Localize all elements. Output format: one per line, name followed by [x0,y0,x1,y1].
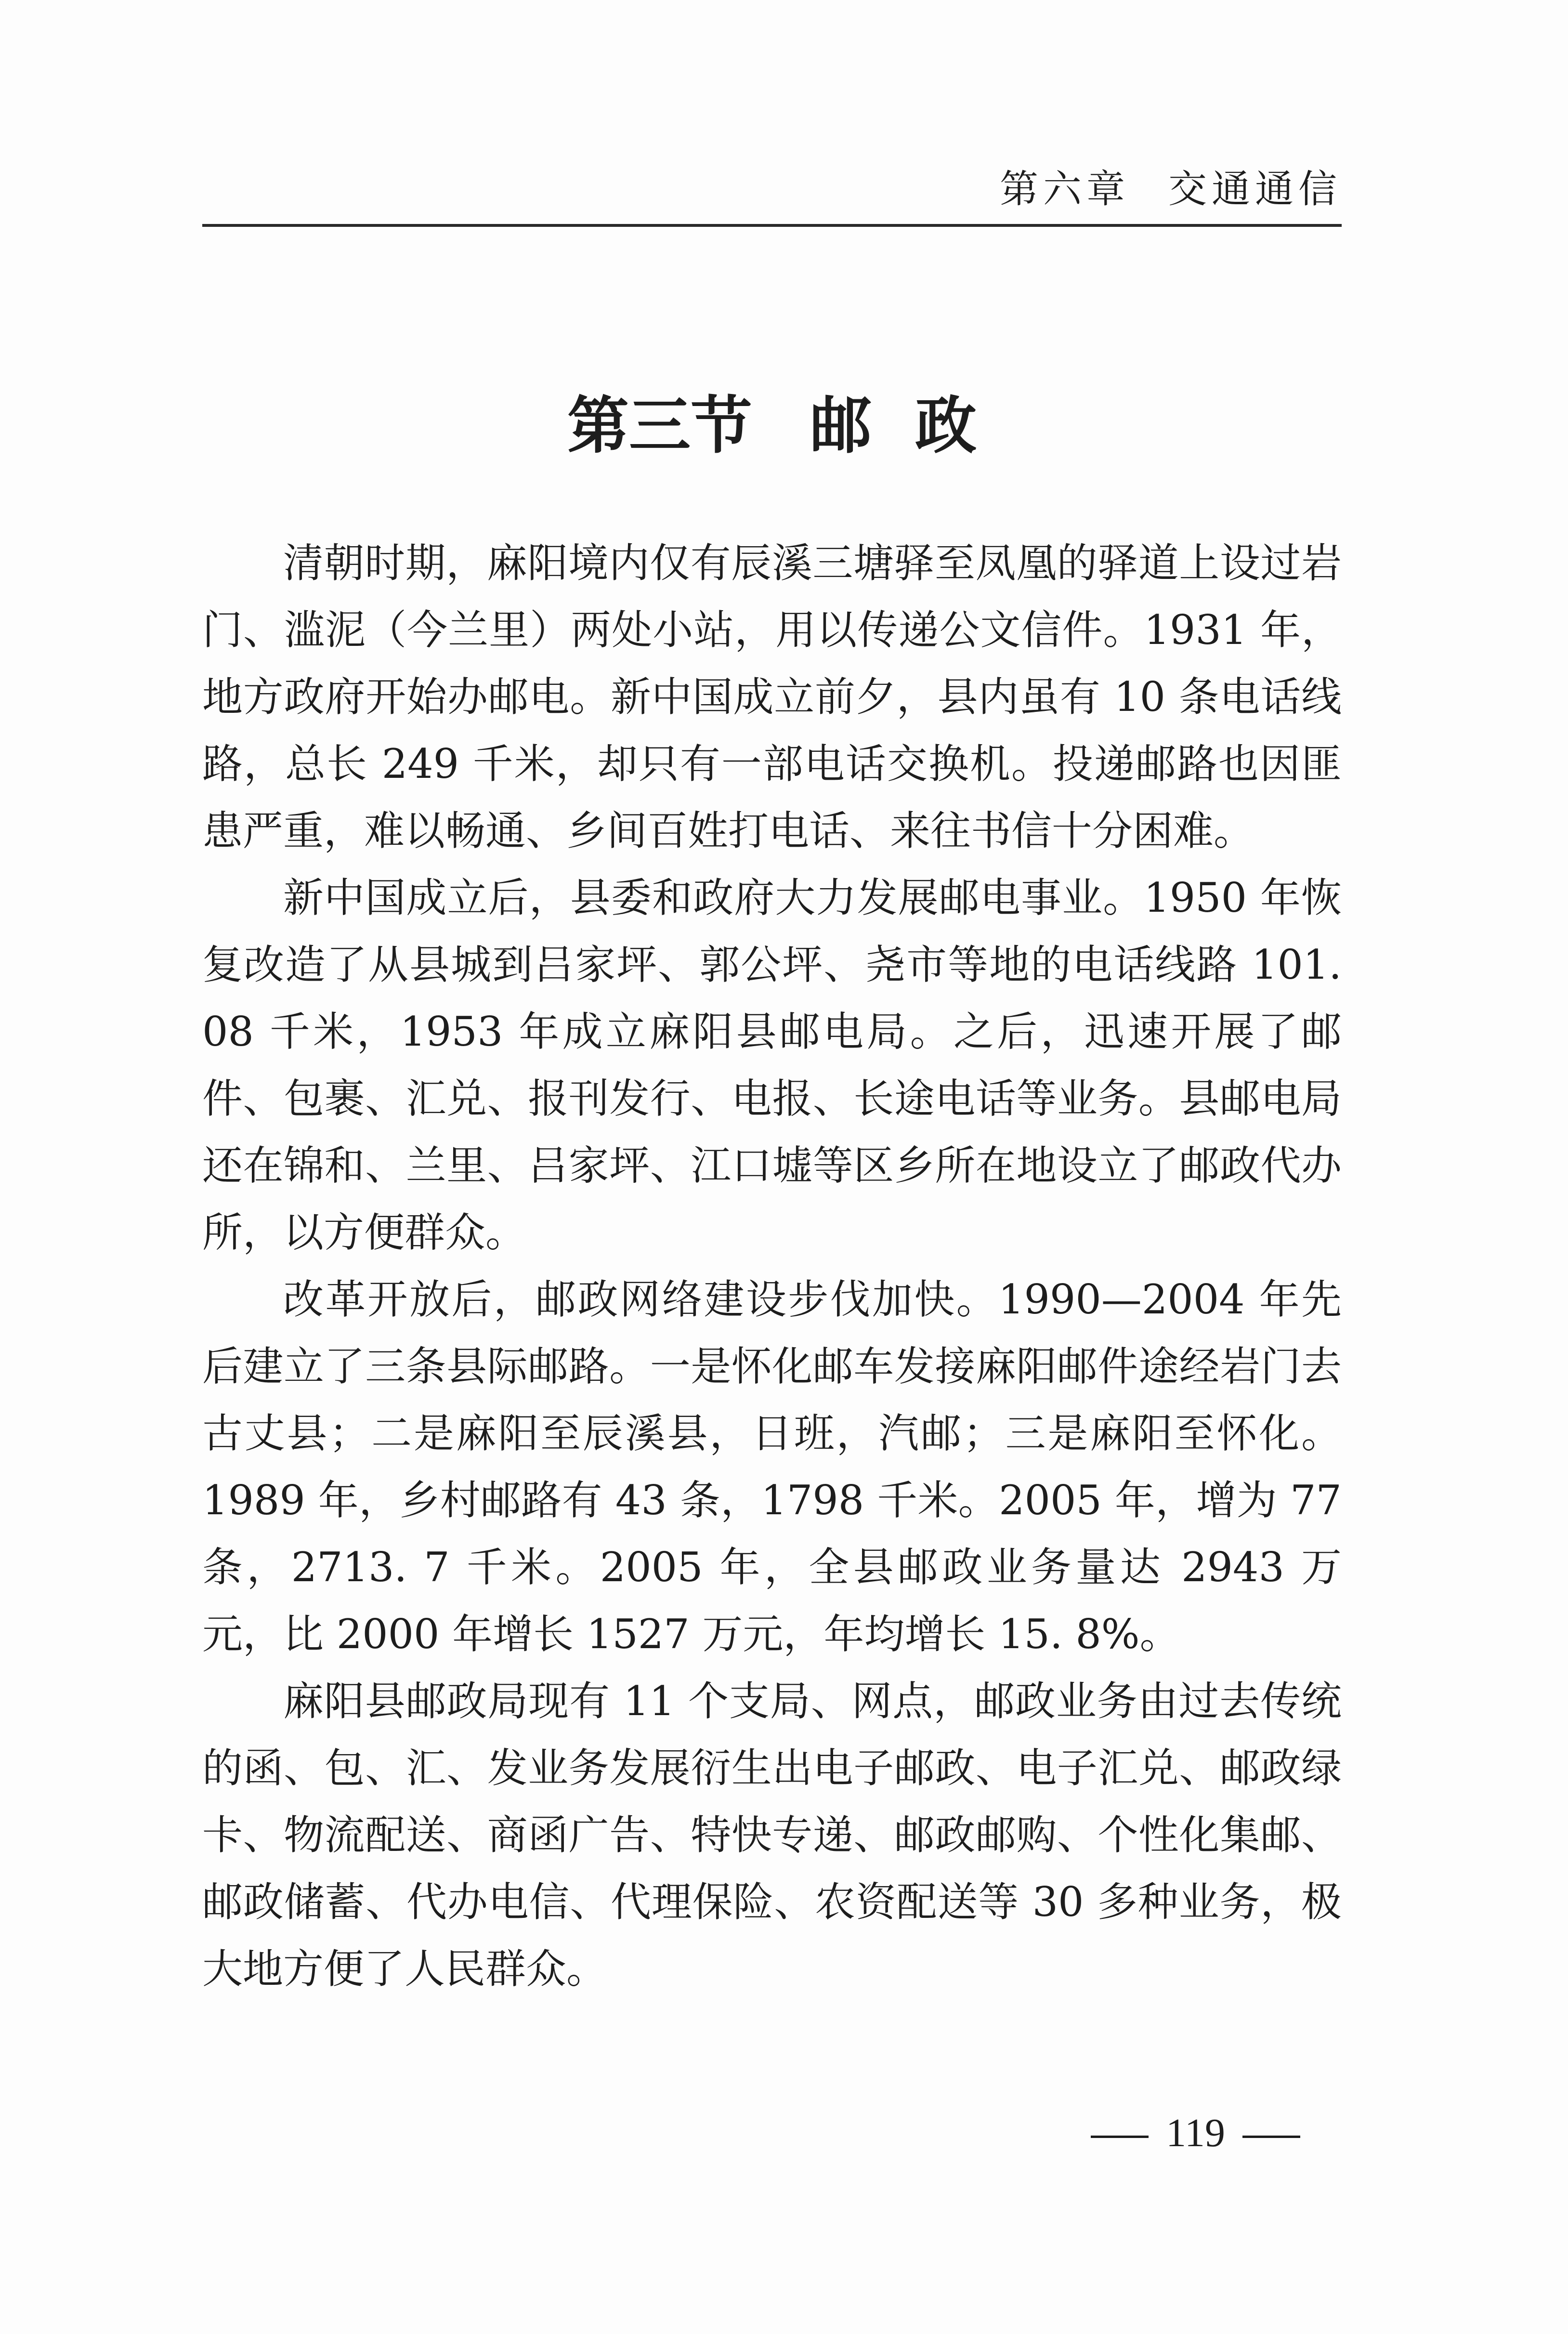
right-dash [1242,2136,1300,2138]
section-title-char-2: 政 [915,390,977,462]
paragraph-1: 清朝时期，麻阳境内仅有辰溪三塘驿至凤凰的驿道上设过岩门、滥泥（今兰里）两处小站，用以传递公文信件。1931 年，地方政府开始办邮电。新中国成立前夕，县内虽有 10 条电话线路，总长 249 千米，却只有一部电话交换机。投递邮路也因匪患严重，难以畅通、乡间百姓打电话、来往书信十分困难。 [202,539,1342,854]
left-dash [1091,2136,1149,2138]
chapter-number: 第六章 [1000,167,1130,211]
section-title [202,385,1342,467]
page-number-value: 119 [1166,2111,1225,2155]
paragraph-3: 改革开放后，邮政网络建设步伐加快。1990—2004 年先后建立了三条县际邮路。一是怀化邮车发接麻阳邮件途经岩门去古丈县；二是麻阳至辰溪县，日班，汽邮；三是麻阳至怀化。1989 年，乡村邮路有 43 条，1798 千米。2005 年，增为 77 条，2713. 7 千米。2005 年，全县邮政业务量达 2943 万元，比 2000 年增长 1527 万元，年均增长 15. 8%。 [202,1276,1342,1658]
section-title-char-1: 邮 [810,390,872,462]
paragraph-4: 麻阳县邮政局现有 11 个支局、网点，邮政业务由过去传统的函、包、汇、发业务发展衍生出电子邮政、电子汇兑、邮政绿卡、物流配送、商函广告、特快专递、邮政邮购、个性化集邮、邮政储蓄、代办电信、代理保险、农资配送等 30 多种业务，极大地方便了人民群众。 [202,1678,1342,1993]
paragraph-2: 新中国成立后，县委和政府大力发展邮电事业。1950 年恢复改造了从县城到吕家坪、郭公坪、尧市等地的电话线路 101. 08 千米，1953 年成立麻阳县邮电局。之后，迅速开展了邮件、包裹、汇兑、报刊发行、电报、长途电话等业务。县邮电局还在锦和、兰里、吕家坪、江口墟等区乡所在地设立了邮政代办所，以方便群众。 [202,874,1342,1256]
running-header [202,166,1342,227]
chapter-title: 交通通信 [1168,167,1342,211]
body-text [202,530,1342,2003]
page-number [1073,2110,1318,2156]
section-label: 第三节 [567,390,752,462]
running-header-text [1000,158,1342,213]
